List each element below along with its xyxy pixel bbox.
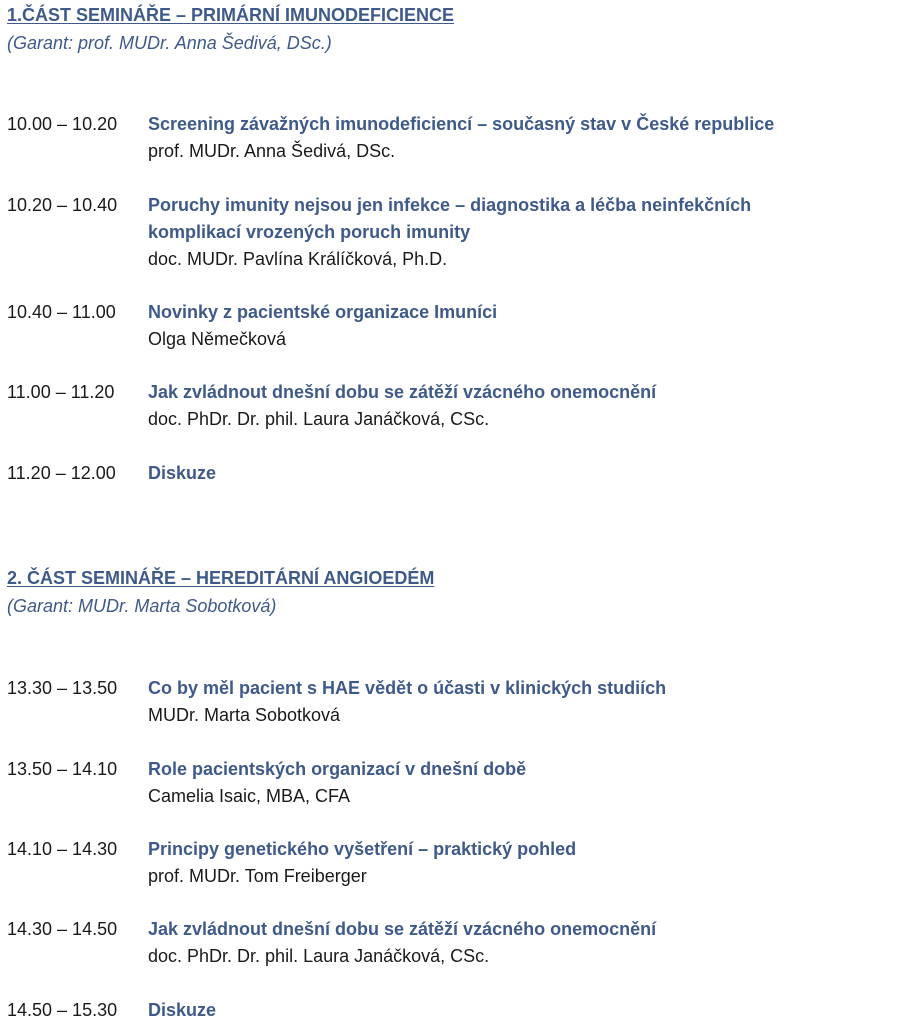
section-1-guarantor: (Garant: prof. MUDr. Anna Šedivá, DSc.) [7,33,332,53]
talk-title: Jak zvládnout dnešní dobu se zátěží vzácného onemocnění [148,919,657,939]
speaker-name: doc. MUDr. Pavlína Králíčková, Ph.D. [148,249,448,269]
talk-title: Diskuze [148,1000,217,1020]
item-details [148,916,908,970]
section-2-title: 2. ČÁST SEMINÁŘE – HEREDITÁRNÍ ANGIOEDÉM [7,568,435,588]
time-slot: 13.50 – 14.10 [7,759,118,779]
talk-title: Screening závažných imunodeficiencí – současný stav v České republice [148,114,775,134]
item-details [148,675,908,729]
time-slot: 10.40 – 11.00 [7,302,116,322]
speaker-name: prof. MUDr. Tom Freiberger [148,866,367,886]
item-details [148,997,908,1024]
talk-title: Poruchy imunity nejsou jen infekce – diagnostika a léčba neinfekčních komplikací vrozených poruch imunity [148,195,752,242]
item-details [148,299,908,353]
speaker-name: doc. PhDr. Dr. phil. Laura Janáčková, CSc. [148,409,490,429]
item-details [148,836,908,890]
time-slot: 14.10 – 14.30 [7,839,118,859]
item-details [148,379,908,433]
time-slot: 11.20 – 12.00 [7,463,116,483]
talk-title: Principy genetického vyšetření – praktický pohled [148,839,577,859]
time-slot: 14.30 – 14.50 [7,919,118,939]
speaker-name: doc. PhDr. Dr. phil. Laura Janáčková, CSc. [148,946,490,966]
item-details [148,111,908,165]
time-slot: 14.50 – 15.30 [7,1000,118,1020]
talk-title: Jak zvládnout dnešní dobu se zátěží vzácného onemocnění [148,382,657,402]
section-1-title: 1.ČÁST SEMINÁŘE – PRIMÁRNÍ IMUNODEFICIENCE [7,5,455,25]
speaker-name: prof. MUDr. Anna Šedivá, DSc. [148,141,396,161]
time-slot: 10.00 – 10.20 [7,114,118,134]
time-slot: 11.00 – 11.20 [7,382,115,402]
talk-title: Co by měl pacient s HAE vědět o účasti v klinických studiích [148,678,667,698]
talk-title: Role pacientských organizací v dnešní době [148,759,527,779]
talk-title: Diskuze [148,463,217,483]
time-slot: 13.30 – 13.50 [7,678,118,698]
speaker-name: Camelia Isaic, MBA, CFA [148,786,351,806]
talk-title: Novinky z pacientské organizace Imuníci [148,302,498,322]
speaker-name: Olga Němečková [148,329,287,349]
time-slot: 10.20 – 10.40 [7,195,118,215]
item-details [148,756,908,810]
section-2-guarantor: (Garant: MUDr. Marta Sobotková) [7,596,277,616]
speaker-name: MUDr. Marta Sobotková [148,705,341,725]
item-details [148,192,798,273]
item-details [148,460,908,487]
